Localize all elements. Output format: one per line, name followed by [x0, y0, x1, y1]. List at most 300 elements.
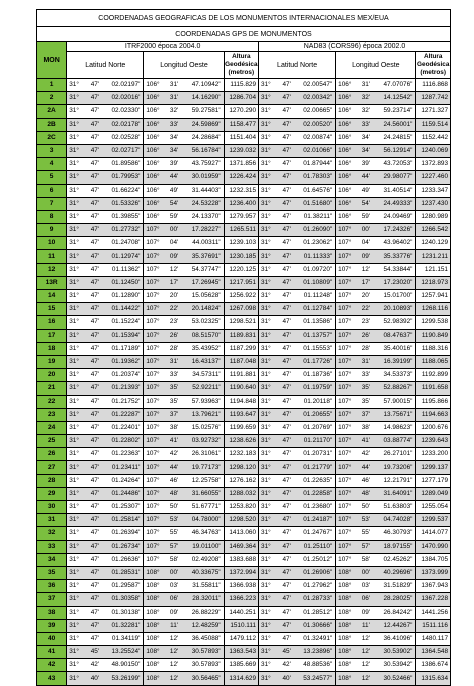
- itrf-lat-sec: 01.24708": [104, 237, 144, 250]
- nad-lon-min: 49': [357, 184, 376, 197]
- itrf-alt: 1298.520: [224, 514, 258, 527]
- nad-lon-min: 22': [357, 303, 376, 316]
- nad-lon-deg: 108°: [336, 593, 357, 606]
- itrf-lon-min: 34': [165, 131, 184, 144]
- itrf-lon-deg: 106°: [144, 131, 165, 144]
- nad-lat-sec: 01.13757": [296, 329, 336, 342]
- itrf-lat-deg: 31°: [67, 632, 86, 645]
- mon-cell: 32: [37, 527, 67, 540]
- itrf-lon-sec: 43.75927": [183, 158, 224, 171]
- itrf-lat-min: 47': [86, 566, 105, 579]
- itrf-lon-min: 03': [165, 580, 184, 593]
- nad-lon-deg: 106°: [336, 144, 357, 157]
- itrf-alt: 1236.400: [224, 197, 258, 210]
- nad-lat-min: 47': [277, 237, 296, 250]
- itrf-lat-min: 47': [86, 105, 105, 118]
- mon-cell: 6: [37, 184, 67, 197]
- itrf-alt: 1479.112: [224, 632, 258, 645]
- mon-cell: 25: [37, 435, 67, 448]
- nad-lat-sec: 02.00874": [296, 131, 336, 144]
- nad-lon-deg: 106°: [336, 79, 357, 92]
- nad-lat-sec: 48.88536": [296, 659, 336, 672]
- itrf-lon-min: 12': [165, 672, 184, 685]
- itrf-lat-min: 47': [86, 342, 105, 355]
- itrf-lon-deg: 106°: [144, 118, 165, 131]
- itrf-alt: 1383.688: [224, 553, 258, 566]
- nad-lat-min: 47': [277, 382, 296, 395]
- table-row: [37, 632, 451, 645]
- mon-cell: 26: [37, 448, 67, 461]
- itrf-lat-sec: 01.34119": [104, 632, 144, 645]
- itrf-lat-min: 47': [86, 131, 105, 144]
- itrf-lat-min: 47': [86, 632, 105, 645]
- table-row: [37, 369, 451, 382]
- itrf-lon-header: Longitud Oeste: [144, 52, 224, 79]
- itrf-lon-deg: 107°: [144, 263, 165, 276]
- nad-lat-deg: 31°: [259, 369, 278, 382]
- nad-alt: 1159.514: [416, 118, 451, 131]
- nad-lon-sec: 43.96402": [375, 237, 416, 250]
- itrf-lon-deg: 106°: [144, 158, 165, 171]
- itrf-lat-sec: 01.22802": [104, 435, 144, 448]
- nad-alt: 1367.943: [416, 580, 451, 593]
- itrf-lat-min: 47': [86, 355, 105, 368]
- mon-cell: 22: [37, 395, 67, 408]
- table-row: [37, 158, 451, 171]
- itrf-lon-min: 06': [165, 593, 184, 606]
- itrf-lon-sec: 30.57893": [183, 659, 224, 672]
- itrf-lat-sec: 53.26199": [104, 672, 144, 685]
- itrf-lat-sec: 01.30358": [104, 593, 144, 606]
- nad-lat-deg: 31°: [259, 316, 278, 329]
- itrf-lon-min: 28': [165, 342, 184, 355]
- nad-alt: 1299.538: [416, 316, 451, 329]
- nad-lon-min: 53': [357, 514, 376, 527]
- nad-lat-deg: 31°: [259, 105, 278, 118]
- itrf-alt: 1366.223: [224, 593, 258, 606]
- itrf-lat-deg: 31°: [67, 250, 86, 263]
- table-row: [37, 144, 451, 157]
- nad-lat-sec: 02.01066": [296, 144, 336, 157]
- table-row: [37, 250, 451, 263]
- nad-alt: 1280.989: [416, 210, 451, 223]
- table-row: [37, 514, 451, 527]
- itrf-lat-deg: 31°: [67, 224, 86, 237]
- table-row: [37, 92, 451, 105]
- itrf-lon-sec: 02.49208": [183, 553, 224, 566]
- itrf-lon-deg: 107°: [144, 276, 165, 289]
- nad-alt: 1372.893: [416, 158, 451, 171]
- nad-lat-min: 47': [277, 118, 296, 131]
- nad-lat-deg: 31°: [259, 92, 278, 105]
- nad-lat-deg: 31°: [259, 276, 278, 289]
- nad-lat-deg: 31°: [259, 540, 278, 553]
- nad-lon-sec: 02.45262": [375, 553, 416, 566]
- nad-lon-min: 39': [357, 158, 376, 171]
- itrf-lon-deg: 107°: [144, 474, 165, 487]
- nad-lat-deg: 31°: [259, 303, 278, 316]
- itrf-lat-sec: 02.02178": [104, 118, 144, 131]
- nad-alt: 1192.899: [416, 369, 451, 382]
- table-row: [37, 421, 451, 434]
- nad-lat-sec: 01.11248": [296, 290, 336, 303]
- nad-alt: 1315.634: [416, 672, 451, 685]
- itrf-lat-deg: 31°: [67, 474, 86, 487]
- nad-lat-sec: 01.26906": [296, 566, 336, 579]
- nad-lat-deg: 31°: [259, 342, 278, 355]
- mon-cell: 2C: [37, 131, 67, 144]
- itrf-lat-min: 47': [86, 224, 105, 237]
- nad-alt: 121.151: [416, 263, 451, 276]
- nad-lon-min: 34': [357, 131, 376, 144]
- nad-lat-sec: 01.20118": [296, 395, 336, 408]
- nad-alt: 1188.316: [416, 342, 451, 355]
- itrf-lat-deg: 31°: [67, 237, 86, 250]
- nad-lon-sec: 19.73206": [375, 461, 416, 474]
- itrf-lon-deg: 108°: [144, 632, 165, 645]
- itrf-lat-min: 47': [86, 606, 105, 619]
- itrf-alt: 1256.922: [224, 290, 258, 303]
- itrf-lon-sec: 40.33675": [183, 566, 224, 579]
- itrf-lat-deg: 31°: [67, 448, 86, 461]
- nad-lat-sec: 02.00520": [296, 118, 336, 131]
- nad-lon-deg: 108°: [336, 632, 357, 645]
- mon-cell: 11: [37, 250, 67, 263]
- itrf-lon-min: 04': [165, 237, 184, 250]
- table-row: [37, 224, 451, 237]
- itrf-lon-deg: 107°: [144, 395, 165, 408]
- itrf-lon-sec: 15.05628": [183, 290, 224, 303]
- itrf-lon-min: 55': [165, 527, 184, 540]
- nad-lon-min: 06': [357, 593, 376, 606]
- itrf-lon-min: 12': [165, 263, 184, 276]
- itrf-lat-sec: 01.21393": [104, 382, 144, 395]
- mon-cell: 39: [37, 619, 67, 632]
- itrf-lon-deg: 107°: [144, 501, 165, 514]
- itrf-lon-min: 59': [165, 210, 184, 223]
- itrf-lon-deg: 107°: [144, 553, 165, 566]
- itrf-lon-min: 12': [165, 632, 184, 645]
- nad-lat-min: 47': [277, 487, 296, 500]
- itrf-lon-min: 42': [165, 448, 184, 461]
- mon-cell: 2A: [37, 105, 67, 118]
- table-body: [37, 79, 451, 686]
- nad-lat-deg: 31°: [259, 672, 278, 685]
- nad-lon-min: 09': [357, 250, 376, 263]
- nad-lon-min: 03': [357, 580, 376, 593]
- nad-lon-min: 12': [357, 632, 376, 645]
- itrf-lat-deg: 31°: [67, 672, 86, 685]
- itrf-lat-min: 47': [86, 553, 105, 566]
- itrf-alt: 1372.994: [224, 566, 258, 579]
- nad-lat-sec: 01.22858": [296, 487, 336, 500]
- itrf-lat-sec: 01.26734": [104, 540, 144, 553]
- nad-alt: 1255.054: [416, 501, 451, 514]
- nad-alt: 1271.327: [416, 105, 451, 118]
- itrf-alt: 1314.629: [224, 672, 258, 685]
- itrf-lon-deg: 108°: [144, 566, 165, 579]
- nad-lon-min: 17': [357, 276, 376, 289]
- itrf-lon-min: 34': [165, 144, 184, 157]
- nad-lon-min: 38': [357, 421, 376, 434]
- nad-lat-deg: 31°: [259, 593, 278, 606]
- itrf-lon-sec: 04.78000": [183, 514, 224, 527]
- nad-alt: 1384.705: [416, 553, 451, 566]
- nad-lon-sec: 18.97155": [375, 540, 416, 553]
- nad-lat-sec: 01.11333": [296, 250, 336, 263]
- itrf-lat-sec: 01.12974": [104, 250, 144, 263]
- nad-lat-min: 47': [277, 276, 296, 289]
- table-row: [37, 171, 451, 184]
- nad-lon-min: 41': [357, 435, 376, 448]
- itrf-lon-sec: 24.53228": [183, 197, 224, 210]
- nad-lon-deg: 108°: [336, 659, 357, 672]
- nad-lat-min: 47': [277, 92, 296, 105]
- itrf-lat-min: 47': [86, 210, 105, 223]
- itrf-lat-deg: 31°: [67, 408, 86, 421]
- nad-lon-deg: 107°: [336, 474, 357, 487]
- nad-alt: 1239.643: [416, 435, 451, 448]
- itrf-lon-deg: 107°: [144, 355, 165, 368]
- nad-lon-sec: 26.84242": [375, 606, 416, 619]
- table-row: [37, 131, 451, 144]
- itrf-lat-min: 47': [86, 474, 105, 487]
- itrf-lon-min: 11': [165, 619, 184, 632]
- nad-lat-sec: 02.00547": [296, 79, 336, 92]
- itrf-lat-min: 47': [86, 79, 105, 92]
- itrf-lat-sec: 01.22401": [104, 421, 144, 434]
- nad-lat-sec: 01.26090": [296, 224, 336, 237]
- table-row: [37, 474, 451, 487]
- nad-lat-min: 47': [277, 448, 296, 461]
- itrf-lon-sec: 59.27581": [183, 105, 224, 118]
- table-row: [37, 487, 451, 500]
- nad-lat-min: 47': [277, 184, 296, 197]
- itrf-lon-deg: 107°: [144, 540, 165, 553]
- mon-cell: 15: [37, 303, 67, 316]
- table-row: [37, 290, 451, 303]
- nad-lat-sec: 01.21779": [296, 461, 336, 474]
- nad-lon-deg: 107°: [336, 316, 357, 329]
- itrf-lat-sec: 01.20374": [104, 369, 144, 382]
- itrf-lon-min: 46': [165, 474, 184, 487]
- itrf-lat-deg: 31°: [67, 395, 86, 408]
- itrf-alt: 1286.704: [224, 92, 258, 105]
- itrf-alt: 1199.659: [224, 421, 258, 434]
- nad-lon-deg: 107°: [336, 421, 357, 434]
- itrf-lat-deg: 31°: [67, 144, 86, 157]
- itrf-alt: 1230.185: [224, 250, 258, 263]
- nad-lat-deg: 31°: [259, 646, 278, 659]
- itrf-lon-min: 00': [165, 566, 184, 579]
- nad-lat-min: 47': [277, 421, 296, 434]
- itrf-lon-sec: 12.25758": [183, 474, 224, 487]
- nad-lon-sec: 24.24815": [375, 131, 416, 144]
- itrf-lon-sec: 08.51570": [183, 329, 224, 342]
- nad-lon-deg: 108°: [336, 580, 357, 593]
- nad-lon-sec: 57.90015": [375, 395, 416, 408]
- itrf-lon-sec: 28.32011": [183, 593, 224, 606]
- itrf-lon-sec: 44.00311": [183, 237, 224, 250]
- nad-lon-deg: 107°: [336, 408, 357, 421]
- nad-alt: 1373.999: [416, 566, 451, 579]
- nad-lat-deg: 31°: [259, 118, 278, 131]
- nad-lat-sec: 01.28512": [296, 606, 336, 619]
- nad-alt: 1299.537: [416, 514, 451, 527]
- itrf-alt: 1226.424: [224, 171, 258, 184]
- itrf-alt: 1276.162: [224, 474, 258, 487]
- itrf-alt: 1220.125: [224, 263, 258, 276]
- mon-cell: 1: [37, 79, 67, 92]
- itrf-lat-deg: 31°: [67, 79, 86, 92]
- itrf-lat-min: 47': [86, 118, 105, 131]
- nad-lat-min: 47': [277, 566, 296, 579]
- nad-lat-deg: 31°: [259, 514, 278, 527]
- nad-lat-deg: 31°: [259, 382, 278, 395]
- mon-cell: 2B: [37, 118, 67, 131]
- nad-alt: 1191.658: [416, 382, 451, 395]
- nad-lon-sec: 56.12914": [375, 144, 416, 157]
- nad-lat-sec: 01.24187": [296, 514, 336, 527]
- itrf-lon-sec: 52.92211": [183, 382, 224, 395]
- nad-lat-min: 47': [277, 553, 296, 566]
- nad-lat-deg: 31°: [259, 553, 278, 566]
- nad-lat-sec: 01.23680": [296, 501, 336, 514]
- nad-lon-sec: 47.07076": [375, 79, 416, 92]
- table-row: [37, 593, 451, 606]
- nad-lon-min: 48': [357, 487, 376, 500]
- mon-cell: 8: [37, 210, 67, 223]
- itrf-lat-deg: 31°: [67, 118, 86, 131]
- nad-lon-sec: 29.98077": [375, 171, 416, 184]
- nad-lat-deg: 31°: [259, 619, 278, 632]
- itrf-lat-deg: 31°: [67, 316, 86, 329]
- itrf-lon-deg: 108°: [144, 659, 165, 672]
- nad-lat-sec: 01.20769": [296, 421, 336, 434]
- itrf-lon-deg: 107°: [144, 237, 165, 250]
- itrf-lon-min: 00': [165, 224, 184, 237]
- nad-lat-header: Latitud Norte: [259, 52, 336, 79]
- nad-lat-deg: 31°: [259, 184, 278, 197]
- itrf-lon-min: 53': [165, 514, 184, 527]
- nad-lon-deg: 107°: [336, 448, 357, 461]
- nad-alt: 1268.116: [416, 303, 451, 316]
- nad-lat-sec: 01.15553": [296, 342, 336, 355]
- itrf-lon-deg: 107°: [144, 408, 165, 421]
- nad-lon-sec: 16.39199": [375, 355, 416, 368]
- itrf-lat-deg: 31°: [67, 646, 86, 659]
- itrf-lat-sec: 01.25814": [104, 514, 144, 527]
- nad-lat-deg: 31°: [259, 171, 278, 184]
- nad-lat-sec: 01.32491": [296, 632, 336, 645]
- nad-lat-deg: 31°: [259, 79, 278, 92]
- nad-lat-sec: 01.38211": [296, 210, 336, 223]
- mon-cell: 5: [37, 171, 67, 184]
- nad-alt: 1470.990: [416, 540, 451, 553]
- itrf-lon-min: 39': [165, 158, 184, 171]
- mon-cell: 23: [37, 408, 67, 421]
- itrf-lat-sec: 01.12890": [104, 290, 144, 303]
- nad-alt: 1195.866: [416, 395, 451, 408]
- itrf-lat-min: 47': [86, 263, 105, 276]
- nad-lat-deg: 31°: [259, 131, 278, 144]
- table-row: [37, 553, 451, 566]
- table-row: [37, 646, 451, 659]
- nad-lat-min: 47': [277, 408, 296, 421]
- mon-cell: 37: [37, 593, 67, 606]
- nad-lat-deg: 31°: [259, 421, 278, 434]
- nad-lon-deg: 106°: [336, 184, 357, 197]
- itrf-lon-sec: 13.79621": [183, 408, 224, 421]
- table-row: [37, 276, 451, 289]
- table-title: COORDENADAS GEOGRAFICAS DE LOS MONUMENTOS INTERNACIONALES MEX/EUA: [37, 10, 451, 27]
- nad-lat-min: 47': [277, 316, 296, 329]
- nad-lat-deg: 31°: [259, 448, 278, 461]
- table-row: [37, 461, 451, 474]
- itrf-lat-sec: 01.66224": [104, 184, 144, 197]
- nad-lat-sec: 01.09720": [296, 263, 336, 276]
- itrf-lat-deg: 31°: [67, 593, 86, 606]
- nad-lon-min: 50': [357, 501, 376, 514]
- nad-lon-deg: 107°: [336, 382, 357, 395]
- itrf-lat-deg: 31°: [67, 566, 86, 579]
- mon-cell: 3: [37, 144, 67, 157]
- nad-lon-deg: 107°: [336, 224, 357, 237]
- nad-lon-deg: 108°: [336, 619, 357, 632]
- itrf-alt: 1232.315: [224, 184, 258, 197]
- itrf-lon-deg: 106°: [144, 197, 165, 210]
- itrf-lon-min: 32': [165, 105, 184, 118]
- nad-lat-deg: 31°: [259, 197, 278, 210]
- itrf-alt: 1288.032: [224, 487, 258, 500]
- itrf-lon-deg: 106°: [144, 184, 165, 197]
- nad-lon-sec: 14.12542": [375, 92, 416, 105]
- nad-lat-sec: 01.24767": [296, 527, 336, 540]
- itrf-alt: 1194.848: [224, 395, 258, 408]
- itrf-lat-min: 47': [86, 276, 105, 289]
- nad-lon-sec: 12.44267": [375, 619, 416, 632]
- nad-lat-min: 47': [277, 79, 296, 92]
- nad-alt: 1116.868: [416, 79, 451, 92]
- itrf-lon-min: 09': [165, 606, 184, 619]
- itrf-lat-deg: 31°: [67, 619, 86, 632]
- nad-lon-sec: 43.72053": [375, 158, 416, 171]
- mon-cell: 2: [37, 92, 67, 105]
- nad-lon-min: 44': [357, 461, 376, 474]
- nad-lat-min: 40': [277, 672, 296, 685]
- itrf-lat-sec: 02.02197": [104, 79, 144, 92]
- itrf-alt: 1238.626: [224, 435, 258, 448]
- table-subtitle: COORDENADAS GPS DE MONUMENTOS: [37, 27, 451, 42]
- mon-cell: 12: [37, 263, 67, 276]
- mon-cell: 41: [37, 646, 67, 659]
- nad-lat-min: 47': [277, 632, 296, 645]
- itrf-lon-deg: 108°: [144, 619, 165, 632]
- itrf-lat-deg: 31°: [67, 131, 86, 144]
- nad-lon-deg: 107°: [336, 303, 357, 316]
- itrf-lon-deg: 107°: [144, 303, 165, 316]
- itrf-lat-min: 42': [86, 659, 105, 672]
- nad-lon-deg: 107°: [336, 435, 357, 448]
- itrf-lon-sec: 26.31061": [183, 448, 224, 461]
- itrf-lat-deg: 31°: [67, 501, 86, 514]
- nad-alt: 1386.674: [416, 659, 451, 672]
- itrf-alt: 1385.669: [224, 659, 258, 672]
- nad-lat-min: 47': [277, 435, 296, 448]
- itrf-alt: 1191.881: [224, 369, 258, 382]
- itrf-lon-deg: 106°: [144, 79, 165, 92]
- table-row: [37, 659, 451, 672]
